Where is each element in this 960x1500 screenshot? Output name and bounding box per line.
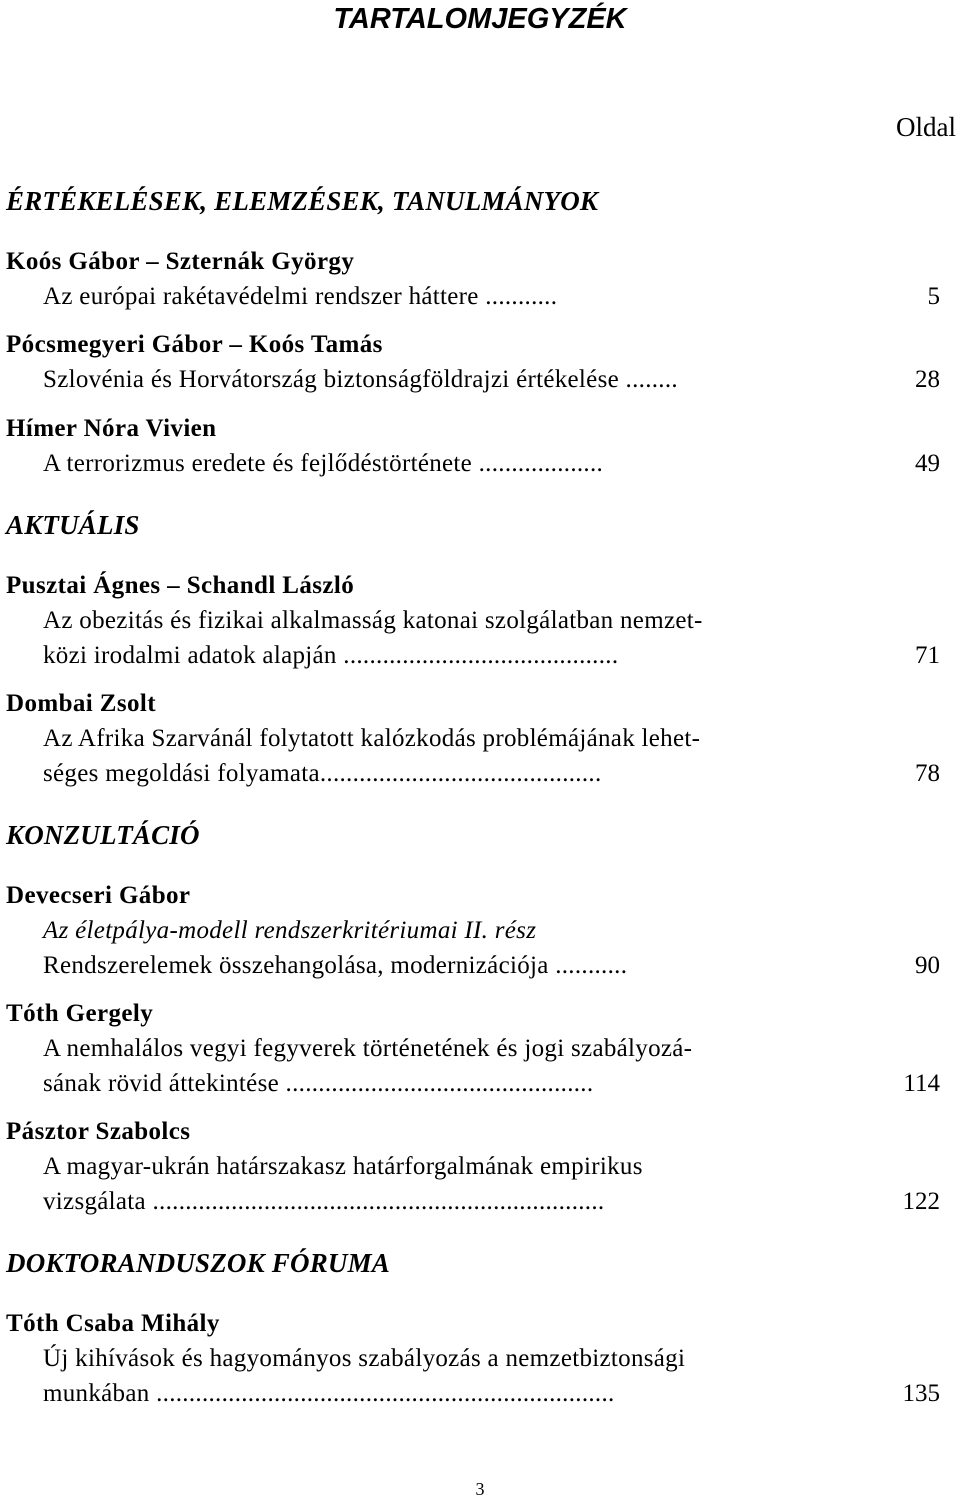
entry-author: Pásztor Szabolcs <box>6 1118 191 1145</box>
entry-title-line: Szlovénia és Horvátország biztonságföldrajzi értékelése ........ <box>43 366 678 393</box>
entry-author: Tóth Csaba Mihály <box>6 1310 220 1337</box>
footer-page-number: 3 <box>475 1479 485 1499</box>
entry-page-number: 28 <box>915 366 940 393</box>
entry-page-number: 49 <box>915 450 940 477</box>
entry-title-line: Az obezitás és fizikai alkalmasság katonai szolgálatban nemzet- <box>43 607 703 634</box>
entry-author: Tóth Gergely <box>6 1000 154 1027</box>
entry-author: Devecseri Gábor <box>6 882 191 909</box>
entry-title-line: Az európai rakétavédelmi rendszer háttere ........... <box>43 283 558 310</box>
entry-title-line: munkában ...................................................................... <box>43 1380 615 1407</box>
entry-page-number: 90 <box>915 952 940 979</box>
entry-author: Pócsmegyeri Gábor – Koós Tamás <box>6 331 383 358</box>
entry-title-line: közi irodalmi adatok alapján .......................................... <box>43 642 619 669</box>
entry-author: Hímer Nóra Vivien <box>6 415 217 442</box>
section-heading: DOKTORANDUSZOK FÓRUMA <box>6 1248 391 1278</box>
entry-subtitle: Az életpálya-modell rendszerkritériumai II. rész <box>43 917 537 944</box>
entry-title-line: A terrorizmus eredete és fejlődéstörténete ................... <box>43 450 604 477</box>
entry-page-number: 135 <box>902 1380 940 1407</box>
entry-author: Pusztai Ágnes – Schandl László <box>6 572 355 599</box>
entry-author: Koós Gábor – Szternák György <box>6 248 355 275</box>
entry-title-line: Új kihívások és hagyományos szabályozás a nemzetbiztonsági <box>43 1345 686 1372</box>
entry-title-line: Az Afrika Szarvánál folytatott kalózkodás problémájának lehet- <box>43 725 701 752</box>
entry-title-line: sának rövid áttekintése ............................................... <box>43 1070 594 1097</box>
page-title: TARTALOMJEGYZÉK <box>333 3 627 35</box>
entry-title-line: A nemhalálos vegyi fegyverek történetének és jogi szabályozá- <box>43 1035 693 1062</box>
entry-page-number: 71 <box>915 642 940 669</box>
section-heading: AKTUÁLIS <box>6 510 140 540</box>
entry-page-number: 5 <box>927 283 940 310</box>
entry-title-line: Rendszerelemek összehangolása, modernizációja ........... <box>43 952 628 979</box>
entry-title-line: séges megoldási folyamata........................................... <box>43 760 602 787</box>
entry-title-line: vizsgálata ..................................................................... <box>43 1188 605 1215</box>
entry-title-line: A magyar-ukrán határszakasz határforgalmának empirikus <box>43 1153 643 1180</box>
section-heading: KONZULTÁCIÓ <box>6 820 200 850</box>
entry-page-number: 78 <box>915 760 940 787</box>
entry-page-number: 122 <box>902 1188 940 1215</box>
entry-author: Dombai Zsolt <box>6 690 156 717</box>
section-heading: ÉRTÉKELÉSEK, ELEMZÉSEK, TANULMÁNYOK <box>6 186 599 216</box>
page-column-label: Oldal <box>896 112 956 142</box>
entry-page-number: 114 <box>903 1070 940 1097</box>
